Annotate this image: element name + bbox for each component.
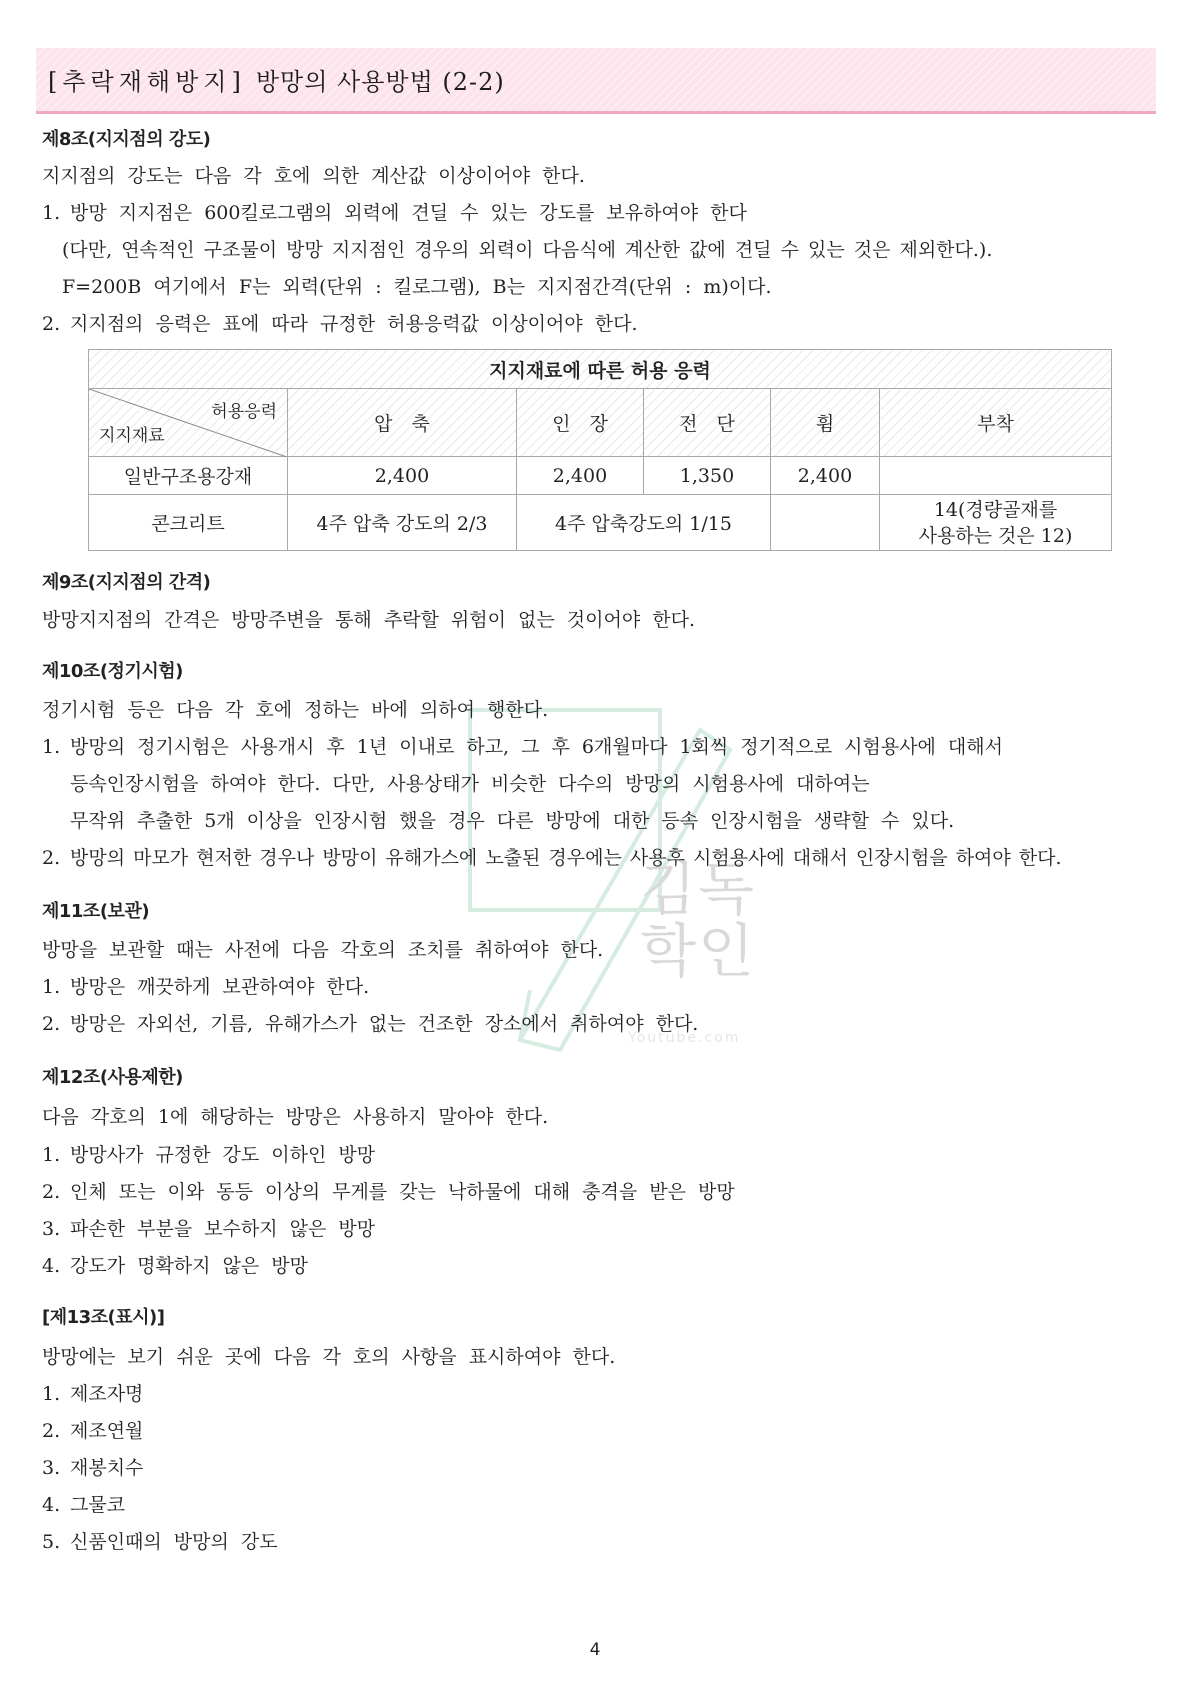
art10-item-2 (42, 844, 1062, 872)
table-row (89, 495, 1112, 551)
item-number: 2. (42, 1013, 61, 1035)
page-title (48, 62, 505, 97)
tension-cell: 2,400 (517, 457, 644, 495)
corner-top-label: 허용응력 (211, 402, 277, 422)
bond-line-2: 사용하는 것은 12) (918, 524, 1073, 547)
art9-text: 방망지지점의 간격은 방망주변을 통해 추락할 위험이 없는 것이어야 한다. (42, 609, 695, 631)
item-number: 1. (42, 1144, 61, 1166)
watermark-line1: 김독 (640, 855, 757, 923)
art10-item-1-line3: 무작위 추출한 5개 이상을 인장시험 했을 경우 다른 방망에 대한 등속 인장시험을 생략할 수 있다. (70, 810, 955, 832)
item-number: 3. (42, 1218, 61, 1240)
art12-item-2 (42, 1178, 735, 1206)
art12-heading: 제12조(사용제한) (42, 1067, 183, 1088)
art10-item-1-line2: 등속인장시험을 하여야 한다. 다만, 사용상태가 비슷한 다수의 방망의 시험용사에 대하여는 (70, 773, 870, 795)
shear-cell: 1,350 (644, 457, 771, 495)
corner-header-cell (89, 389, 288, 457)
art11-item-2 (42, 1010, 698, 1038)
art8-item-2 (42, 310, 638, 338)
item-text: 지지점의 응력은 표에 따라 규정한 허용응력값 이상이어야 한다. (70, 313, 638, 335)
bond-cell (880, 495, 1112, 551)
compression-cell: 4주 압축 강도의 2/3 (288, 495, 517, 551)
art8-item-1 (42, 199, 747, 227)
art11-intro: 방망을 보관할 때는 사전에 다음 각호의 조치를 취하여야 한다. (42, 939, 604, 961)
art11-heading: 제11조(보관) (42, 901, 150, 922)
item-number: 1. (42, 736, 61, 758)
art13-item-1 (42, 1380, 143, 1408)
item-text: 방망은 깨끗하게 보관하여야 한다. (70, 976, 370, 998)
art13-item-2 (42, 1417, 143, 1445)
page-number: 4 (589, 1640, 601, 1660)
item-text: 방망의 정기시험은 사용개시 후 1년 이내로 하고, 그 후 6개월마다 1회씩 정기적으로 시험용사에 대해서 (70, 736, 1003, 758)
art8-heading: 제8조(지지점의 강도) (42, 129, 211, 150)
art12-item-1 (42, 1141, 375, 1169)
item-number: 2. (42, 1181, 61, 1203)
tension-shear-cell: 4주 압축강도의 1/15 (517, 495, 771, 551)
item-text: 그물코 (70, 1494, 126, 1516)
item-text: 강도가 명확하지 않은 방망 (70, 1255, 309, 1277)
item-number: 3. (42, 1457, 61, 1479)
compression-cell: 2,400 (288, 457, 517, 495)
item-text: 제조자명 (70, 1383, 144, 1405)
col-header-bending: 휨 (771, 389, 880, 457)
art12-item-4 (42, 1252, 308, 1280)
art13-intro: 방망에는 보기 쉬운 곳에 다음 각 호의 사항을 표시하여야 한다. (42, 1346, 616, 1368)
title-label: 방망의 사용방법 (2-2) (255, 68, 505, 96)
item-text: 인체 또는 이와 동등 이상의 무게를 갖는 낙하물에 대해 충격을 받은 방망 (70, 1181, 735, 1203)
item-number: 2. (42, 1420, 61, 1442)
item-number: 2. (42, 847, 61, 869)
item-text: 파손한 부분을 보수하지 않은 방망 (70, 1218, 376, 1240)
watermark-text (640, 855, 757, 985)
category-label: [추락재해방지] (48, 68, 246, 96)
art8-formula: F=200B 여기에서 F는 외력(단위 : 킬로그램), B는 지지점간격(단위 : m)이다. (62, 276, 772, 298)
item-text: 방망의 마모가 현저한 경우나 방망이 유해가스에 노출된 경우에는 사용후 시험용사에 대해서 인장시험을 하여야 한다. (70, 847, 1062, 869)
art13-item-3 (42, 1454, 143, 1482)
watermark-small-text: Youtube.com (628, 1030, 741, 1046)
item-number: 2. (42, 313, 61, 335)
item-number: 1. (42, 202, 61, 224)
art10-intro: 정기시험 등은 다음 각 호에 정하는 바에 의하여 행한다. (42, 699, 549, 721)
material-cell: 일반구조용강재 (89, 457, 288, 495)
art8-item-1-note: (다만, 연속적인 구조물이 방망 지지점인 경우의 외력이 다음식에 계산한 값에 견딜 수 있는 것은 제외한다.). (62, 239, 993, 261)
art13-heading: [제13조(표시)] (42, 1307, 165, 1328)
corner-bottom-label: 지지재료 (99, 426, 165, 446)
art12-intro: 다음 각호의 1에 해당하는 방망은 사용하지 말아야 한다. (42, 1106, 549, 1128)
item-text: 방망사가 규정한 강도 이하인 방망 (70, 1144, 376, 1166)
bond-cell (880, 457, 1112, 495)
bending-cell: 2,400 (771, 457, 880, 495)
art13-item-4 (42, 1491, 125, 1519)
art11-item-1 (42, 973, 369, 1001)
item-number: 5. (42, 1531, 61, 1553)
art8-intro: 지지점의 강도는 다음 각 호에 의한 계산값 이상이어야 한다. (42, 165, 585, 187)
table-title: 지지재료에 따른 허용 응력 (89, 350, 1112, 389)
col-header-bond: 부착 (880, 389, 1112, 457)
item-text: 신품인때의 방망의 강도 (70, 1531, 278, 1553)
item-text: 방망은 자외선, 기름, 유해가스가 없는 건조한 장소에서 취하여야 한다. (70, 1013, 699, 1035)
item-text: 방망 지지점은 600킬로그램의 외력에 견딜 수 있는 강도를 보유하여야 한다 (70, 202, 747, 224)
material-cell: 콘크리트 (89, 495, 288, 551)
item-number: 1. (42, 976, 61, 998)
title-banner (36, 48, 1156, 114)
art13-item-5 (42, 1528, 278, 1556)
art9-heading: 제9조(지지점의 간격) (42, 572, 211, 593)
art10-heading: 제10조(정기시험) (42, 661, 183, 682)
watermark-line2: 학인 (640, 917, 757, 985)
bending-cell (771, 495, 880, 551)
item-text: 재봉치수 (70, 1457, 144, 1479)
item-text: 제조연월 (70, 1420, 144, 1442)
art10-item-1 (42, 733, 1003, 761)
item-number: 4. (42, 1255, 61, 1277)
art12-item-3 (42, 1215, 375, 1243)
col-header-compression: 압 축 (288, 389, 517, 457)
allowable-stress-table (88, 349, 1112, 551)
item-number: 4. (42, 1494, 61, 1516)
bond-line-1: 14(경량골재를 (933, 498, 1058, 521)
col-header-shear: 전 단 (644, 389, 771, 457)
col-header-tension: 인 장 (517, 389, 644, 457)
table-row (89, 457, 1112, 495)
item-number: 1. (42, 1383, 61, 1405)
